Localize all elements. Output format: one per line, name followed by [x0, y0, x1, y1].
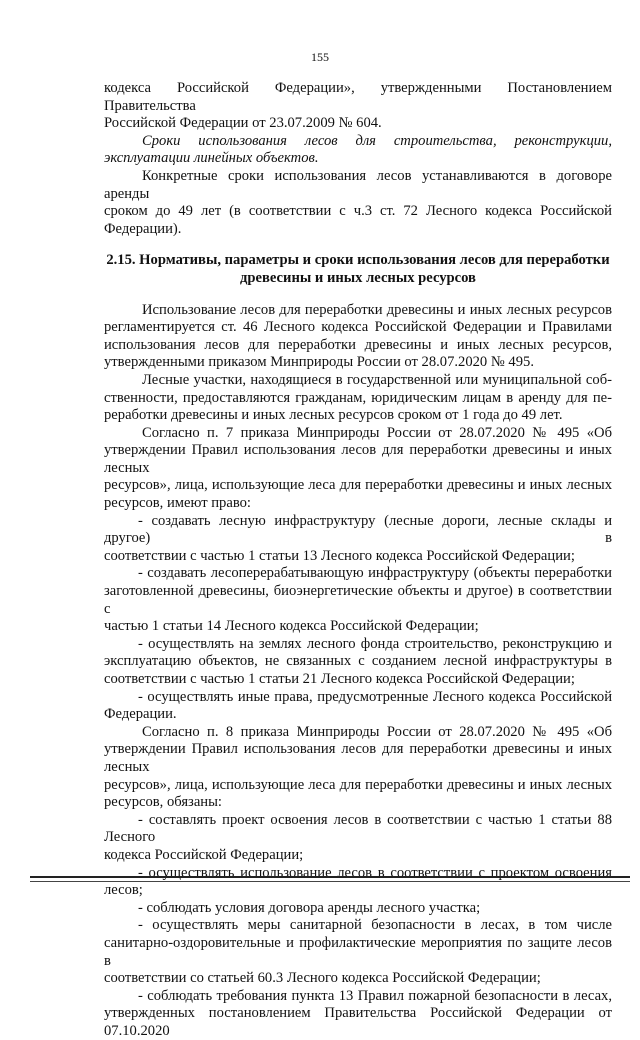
text-line: Использование лесов для переработки древесины и иных лесных ресурсов	[142, 301, 612, 318]
section-heading-line: древесины и иных лесных ресурсов	[240, 269, 476, 286]
list-item: - осуществлять меры санитарной безопасности в лесах, в том числе	[138, 917, 612, 934]
text-line: кодекса Российской Федерации», утвержденными Постановлением Правительства	[104, 80, 612, 114]
list-item-cont: утвержденных постановлением Правительства Российской Федерации от 07.10.2020	[104, 1005, 612, 1039]
document-body	[104, 80, 612, 1040]
italic-subheading: Сроки использования лесов для строительства, реконструкции,	[142, 132, 612, 149]
list-item-cont: соответствии с частью 1 статьи 21 Лесного кодекса Российской Федерации;	[104, 671, 575, 687]
section-heading	[104, 252, 612, 287]
list-item-cont: Федерации.	[104, 706, 177, 723]
list-item: - создавать лесоперерабатывающую инфраструктуру (объекты переработки	[138, 565, 612, 582]
list-item: - осуществлять иные права, предусмотренные Лесного кодекса Российской	[138, 688, 612, 705]
text-line: утверждении Правил использования лесов для переработки древесины и иных лесных	[104, 741, 612, 775]
list-item-cont: частью 1 статьи 14 Лесного кодекса Российской Федерации;	[104, 618, 479, 635]
list-item: - осуществлять на землях лесного фонда строительство, реконструкцию и	[138, 635, 612, 652]
text-line: ресурсов», лица, использующие леса для переработки древесины и иных лесных	[104, 776, 612, 793]
text-line: Согласно п. 8 приказа Минприроды России от 28.07.2020 № 495 «Об	[142, 723, 612, 740]
list-item: - осуществлять использование лесов в соответствии с проектом освоения лесов;	[104, 864, 612, 899]
list-item-cont: соответствии с частью 1 статьи 13 Лесного кодекса Российской Федерации;	[104, 547, 575, 564]
text-line: ресурсов», лица, использующие леса для переработки древесины и иных лесных	[104, 477, 612, 494]
text-line: ресурсов, имеют право:	[104, 495, 251, 512]
list-item-cont: соответствии со статьей 60.3 Лесного кодекса Российской Федерации;	[104, 970, 541, 987]
text-line: ресурсов, обязаны:	[104, 794, 222, 811]
text-line: утверждении Правил использования лесов для переработки древесины и иных лесных	[104, 442, 612, 476]
italic-subheading: эксплуатации линейных объектов.	[104, 150, 319, 167]
footer-divider	[30, 881, 630, 882]
list-item: - соблюдать условия договора аренды лесного участка;	[138, 899, 481, 916]
footer-divider	[30, 876, 630, 878]
list-item: - создавать лесную инфраструктуру (лесные дороги, лесные склады и другое) в	[104, 512, 612, 547]
page-number: 155	[311, 50, 329, 64]
text-line: утвержденными приказом Минприроды России от 28.07.2020 № 495.	[104, 354, 534, 371]
text-line: Лесные участки, находящиеся в государственной или муниципальной соб-	[142, 371, 612, 388]
text-line: регламентируется ст. 46 Лесного кодекса Российской Федерации и Правилами	[104, 319, 612, 336]
text-line: использования лесов для переработки древесины и иных лесных ресурсов,	[104, 336, 612, 353]
text-line: Конкретные сроки использования лесов устанавливаются в договоре аренды	[104, 167, 612, 202]
text-line: Российской Федерации от 23.07.2009 № 604.	[104, 115, 382, 132]
text-line: ственности, предоставляются гражданам, юридическим лицам в аренду для пе-	[104, 389, 612, 406]
section-heading-line: 2.15. Нормативы, параметры и сроки использования лесов для переработки	[106, 252, 610, 269]
list-item-cont: заготовленной древесины, биоэнергетические объекты и другое) в соответствии с	[104, 583, 612, 617]
text-line: Согласно п. 7 приказа Минприроды России от 28.07.2020 № 495 «Об	[142, 424, 612, 441]
list-item: - составлять проект освоения лесов в соответствии с частью 1 статьи 88 Лесного	[104, 811, 612, 846]
list-item: - соблюдать требования пункта 13 Правил пожарной безопасности в лесах,	[138, 987, 612, 1004]
text-line: сроком до 49 лет (в соответствии с ч.3 ст. 72 Лесного кодекса Российской	[104, 203, 612, 220]
text-line: реработки древесины и иных лесных ресурсов сроком от 1 года до 49 лет.	[104, 407, 563, 424]
text-line: Федерации).	[104, 220, 182, 237]
list-item-cont: кодекса Российской Федерации;	[104, 846, 304, 863]
list-item-cont: санитарно-оздоровительные и профилактические мероприятия по защите лесов в	[104, 934, 612, 969]
list-item-cont: эксплуатацию объектов, не связанных с созданием лесной инфраструктуры в	[104, 653, 612, 670]
